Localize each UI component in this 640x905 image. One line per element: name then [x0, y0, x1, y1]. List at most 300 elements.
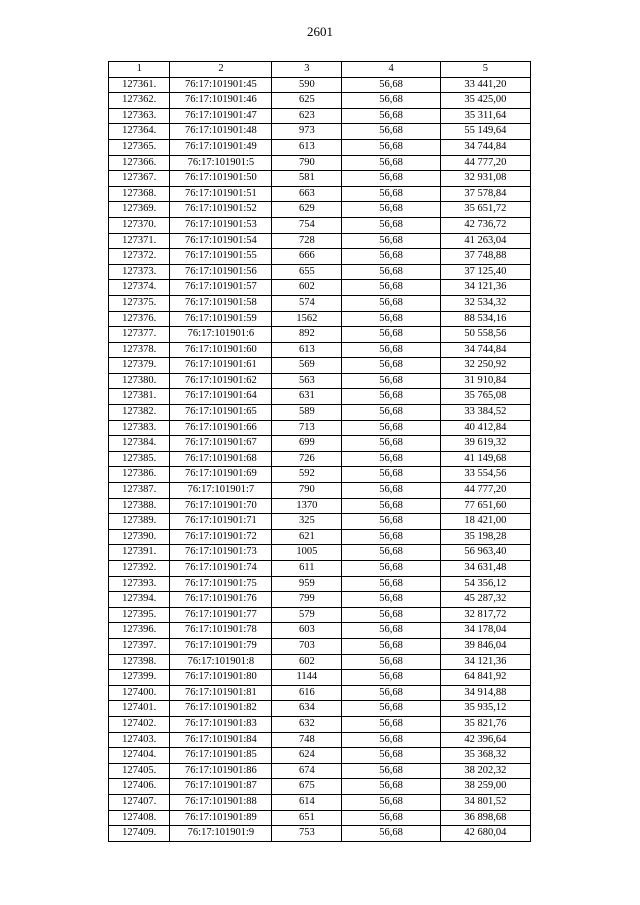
rate-cell: 56,68	[342, 233, 441, 249]
table-row	[109, 716, 531, 732]
cadastral-number-cell: 76:17:101901:81	[170, 685, 272, 701]
area-cell: 726	[272, 451, 342, 467]
table-row	[109, 436, 531, 452]
rate-cell: 56,68	[342, 124, 441, 140]
area-cell: 728	[272, 233, 342, 249]
amount-cell: 56 963,40	[440, 545, 530, 561]
rate-cell: 56,68	[342, 342, 441, 358]
row-number-cell: 127363.	[109, 108, 170, 124]
cadastral-number-cell: 76:17:101901:89	[170, 810, 272, 826]
area-cell: 602	[272, 654, 342, 670]
area-cell: 790	[272, 483, 342, 499]
row-number-cell: 127389.	[109, 514, 170, 530]
amount-cell: 37 748,88	[440, 249, 530, 265]
table-row	[109, 358, 531, 374]
amount-cell: 38 259,00	[440, 779, 530, 795]
table-row	[109, 295, 531, 311]
area-cell: 754	[272, 217, 342, 233]
table-row	[109, 327, 531, 343]
cadastral-number-cell: 76:17:101901:70	[170, 498, 272, 514]
amount-cell: 35 765,08	[440, 389, 530, 405]
amount-cell: 35 368,32	[440, 748, 530, 764]
rate-cell: 56,68	[342, 77, 441, 93]
cadastral-number-cell: 76:17:101901:5	[170, 155, 272, 171]
row-number-cell: 127376.	[109, 311, 170, 327]
area-cell: 581	[272, 171, 342, 187]
table-row	[109, 77, 531, 93]
cadastral-number-cell: 76:17:101901:50	[170, 171, 272, 187]
cadastral-number-cell: 76:17:101901:46	[170, 93, 272, 109]
table-row	[109, 732, 531, 748]
row-number-cell: 127377.	[109, 327, 170, 343]
rate-cell: 56,68	[342, 514, 441, 530]
amount-cell: 34 631,48	[440, 561, 530, 577]
table-row	[109, 514, 531, 530]
cadastral-number-cell: 76:17:101901:75	[170, 576, 272, 592]
cadastral-number-cell: 76:17:101901:54	[170, 233, 272, 249]
row-number-cell: 127374.	[109, 280, 170, 296]
amount-cell: 37 125,40	[440, 264, 530, 280]
column-header-1: 1	[109, 62, 170, 78]
rate-cell: 56,68	[342, 405, 441, 421]
amount-cell: 32 534,32	[440, 295, 530, 311]
cadastral-number-cell: 76:17:101901:64	[170, 389, 272, 405]
rate-cell: 56,68	[342, 607, 441, 623]
area-cell: 621	[272, 529, 342, 545]
table-row	[109, 467, 531, 483]
row-number-cell: 127391.	[109, 545, 170, 561]
amount-cell: 33 384,52	[440, 405, 530, 421]
cadastral-number-cell: 76:17:101901:58	[170, 295, 272, 311]
table-row	[109, 498, 531, 514]
table-row	[109, 685, 531, 701]
cadastral-number-cell: 76:17:101901:72	[170, 529, 272, 545]
data-table	[108, 61, 531, 842]
row-number-cell: 127367.	[109, 171, 170, 187]
row-number-cell: 127387.	[109, 483, 170, 499]
area-cell: 748	[272, 732, 342, 748]
cadastral-number-cell: 76:17:101901:73	[170, 545, 272, 561]
table-row	[109, 405, 531, 421]
area-cell: 1562	[272, 311, 342, 327]
amount-cell: 42 680,04	[440, 826, 530, 842]
row-number-cell: 127408.	[109, 810, 170, 826]
row-number-cell: 127380.	[109, 373, 170, 389]
cadastral-number-cell: 76:17:101901:65	[170, 405, 272, 421]
amount-cell: 34 121,36	[440, 654, 530, 670]
area-cell: 563	[272, 373, 342, 389]
rate-cell: 56,68	[342, 732, 441, 748]
amount-cell: 42 736,72	[440, 217, 530, 233]
cadastral-number-cell: 76:17:101901:61	[170, 358, 272, 374]
row-number-cell: 127392.	[109, 561, 170, 577]
row-number-cell: 127364.	[109, 124, 170, 140]
rate-cell: 56,68	[342, 186, 441, 202]
rate-cell: 56,68	[342, 155, 441, 171]
cadastral-number-cell: 76:17:101901:74	[170, 561, 272, 577]
amount-cell: 44 777,20	[440, 483, 530, 499]
table-row	[109, 311, 531, 327]
amount-cell: 38 202,32	[440, 763, 530, 779]
rate-cell: 56,68	[342, 498, 441, 514]
area-cell: 614	[272, 794, 342, 810]
rate-cell: 56,68	[342, 451, 441, 467]
row-number-cell: 127365.	[109, 139, 170, 155]
table-row	[109, 186, 531, 202]
row-number-cell: 127379.	[109, 358, 170, 374]
rate-cell: 56,68	[342, 389, 441, 405]
area-cell: 603	[272, 623, 342, 639]
area-cell: 602	[272, 280, 342, 296]
amount-cell: 35 311,64	[440, 108, 530, 124]
row-number-cell: 127401.	[109, 701, 170, 717]
area-cell: 651	[272, 810, 342, 826]
cadastral-number-cell: 76:17:101901:8	[170, 654, 272, 670]
table-row	[109, 373, 531, 389]
row-number-cell: 127403.	[109, 732, 170, 748]
amount-cell: 34 744,84	[440, 139, 530, 155]
cadastral-number-cell: 76:17:101901:51	[170, 186, 272, 202]
table-row	[109, 748, 531, 764]
table-row	[109, 233, 531, 249]
row-number-cell: 127361.	[109, 77, 170, 93]
area-cell: 675	[272, 779, 342, 795]
amount-cell: 35 651,72	[440, 202, 530, 218]
amount-cell: 50 558,56	[440, 327, 530, 343]
row-number-cell: 127400.	[109, 685, 170, 701]
area-cell: 634	[272, 701, 342, 717]
area-cell: 892	[272, 327, 342, 343]
area-cell: 674	[272, 763, 342, 779]
area-cell: 611	[272, 561, 342, 577]
area-cell: 574	[272, 295, 342, 311]
cadastral-number-cell: 76:17:101901:76	[170, 592, 272, 608]
row-number-cell: 127371.	[109, 233, 170, 249]
rate-cell: 56,68	[342, 670, 441, 686]
row-number-cell: 127393.	[109, 576, 170, 592]
rate-cell: 56,68	[342, 202, 441, 218]
page-number: 2601	[307, 24, 333, 39]
row-number-cell: 127394.	[109, 592, 170, 608]
rate-cell: 56,68	[342, 467, 441, 483]
table-row	[109, 779, 531, 795]
cadastral-number-cell: 76:17:101901:7	[170, 483, 272, 499]
amount-cell: 88 534,16	[440, 311, 530, 327]
amount-cell: 35 935,12	[440, 701, 530, 717]
row-number-cell: 127396.	[109, 623, 170, 639]
row-number-cell: 127388.	[109, 498, 170, 514]
area-cell: 973	[272, 124, 342, 140]
row-number-cell: 127407.	[109, 794, 170, 810]
cadastral-number-cell: 76:17:101901:78	[170, 623, 272, 639]
row-number-cell: 127395.	[109, 607, 170, 623]
area-cell: 325	[272, 514, 342, 530]
table-row	[109, 124, 531, 140]
rate-cell: 56,68	[342, 139, 441, 155]
area-cell: 632	[272, 716, 342, 732]
rate-cell: 56,68	[342, 420, 441, 436]
amount-cell: 45 287,32	[440, 592, 530, 608]
row-number-cell: 127381.	[109, 389, 170, 405]
amount-cell: 18 421,00	[440, 514, 530, 530]
rate-cell: 56,68	[342, 592, 441, 608]
cadastral-number-cell: 76:17:101901:55	[170, 249, 272, 265]
cadastral-number-cell: 76:17:101901:79	[170, 638, 272, 654]
cadastral-number-cell: 76:17:101901:53	[170, 217, 272, 233]
rate-cell: 56,68	[342, 358, 441, 374]
rate-cell: 56,68	[342, 295, 441, 311]
amount-cell: 37 578,84	[440, 186, 530, 202]
rate-cell: 56,68	[342, 748, 441, 764]
row-number-cell: 127383.	[109, 420, 170, 436]
row-number-cell: 127372.	[109, 249, 170, 265]
table-row	[109, 638, 531, 654]
table-row	[109, 155, 531, 171]
amount-cell: 64 841,92	[440, 670, 530, 686]
cadastral-number-cell: 76:17:101901:47	[170, 108, 272, 124]
row-number-cell: 127405.	[109, 763, 170, 779]
rate-cell: 56,68	[342, 794, 441, 810]
area-cell: 589	[272, 405, 342, 421]
table-row	[109, 670, 531, 686]
rate-cell: 56,68	[342, 108, 441, 124]
cadastral-number-cell: 76:17:101901:62	[170, 373, 272, 389]
rate-cell: 56,68	[342, 311, 441, 327]
amount-cell: 34 744,84	[440, 342, 530, 358]
area-cell: 790	[272, 155, 342, 171]
table-row	[109, 810, 531, 826]
cadastral-number-cell: 76:17:101901:6	[170, 327, 272, 343]
area-cell: 753	[272, 826, 342, 842]
rate-cell: 56,68	[342, 654, 441, 670]
rate-cell: 56,68	[342, 171, 441, 187]
row-number-cell: 127406.	[109, 779, 170, 795]
table-header-row	[109, 62, 531, 78]
area-cell: 616	[272, 685, 342, 701]
cadastral-number-cell: 76:17:101901:60	[170, 342, 272, 358]
table-row	[109, 545, 531, 561]
amount-cell: 34 121,36	[440, 280, 530, 296]
table-row	[109, 280, 531, 296]
cadastral-number-cell: 76:17:101901:77	[170, 607, 272, 623]
rate-cell: 56,68	[342, 779, 441, 795]
table-row	[109, 623, 531, 639]
cadastral-number-cell: 76:17:101901:84	[170, 732, 272, 748]
cadastral-number-cell: 76:17:101901:82	[170, 701, 272, 717]
amount-cell: 32 817,72	[440, 607, 530, 623]
rate-cell: 56,68	[342, 763, 441, 779]
cadastral-number-cell: 76:17:101901:57	[170, 280, 272, 296]
amount-cell: 36 898,68	[440, 810, 530, 826]
table-row	[109, 420, 531, 436]
table-row	[109, 342, 531, 358]
amount-cell: 54 356,12	[440, 576, 530, 592]
row-number-cell: 127369.	[109, 202, 170, 218]
rate-cell: 56,68	[342, 545, 441, 561]
rate-cell: 56,68	[342, 716, 441, 732]
amount-cell: 32 931,08	[440, 171, 530, 187]
rate-cell: 56,68	[342, 826, 441, 842]
cadastral-number-cell: 76:17:101901:45	[170, 77, 272, 93]
cadastral-number-cell: 76:17:101901:49	[170, 139, 272, 155]
amount-cell: 39 619,32	[440, 436, 530, 452]
cadastral-number-cell: 76:17:101901:87	[170, 779, 272, 795]
amount-cell: 33 441,20	[440, 77, 530, 93]
rate-cell: 56,68	[342, 685, 441, 701]
amount-cell: 77 651,60	[440, 498, 530, 514]
amount-cell: 32 250,92	[440, 358, 530, 374]
amount-cell: 55 149,64	[440, 124, 530, 140]
rate-cell: 56,68	[342, 623, 441, 639]
area-cell: 799	[272, 592, 342, 608]
rate-cell: 56,68	[342, 373, 441, 389]
cadastral-number-cell: 76:17:101901:52	[170, 202, 272, 218]
area-cell: 629	[272, 202, 342, 218]
cadastral-number-cell: 76:17:101901:66	[170, 420, 272, 436]
cadastral-number-cell: 76:17:101901:68	[170, 451, 272, 467]
amount-cell: 44 777,20	[440, 155, 530, 171]
table-row	[109, 171, 531, 187]
rate-cell: 56,68	[342, 561, 441, 577]
rate-cell: 56,68	[342, 638, 441, 654]
cadastral-number-cell: 76:17:101901:48	[170, 124, 272, 140]
row-number-cell: 127404.	[109, 748, 170, 764]
row-number-cell: 127368.	[109, 186, 170, 202]
table-row	[109, 108, 531, 124]
area-cell: 579	[272, 607, 342, 623]
row-number-cell: 127378.	[109, 342, 170, 358]
rate-cell: 56,68	[342, 327, 441, 343]
area-cell: 613	[272, 139, 342, 155]
cadastral-number-cell: 76:17:101901:80	[170, 670, 272, 686]
table-row	[109, 794, 531, 810]
row-number-cell: 127397.	[109, 638, 170, 654]
amount-cell: 41 263,04	[440, 233, 530, 249]
row-number-cell: 127390.	[109, 529, 170, 545]
table-row	[109, 217, 531, 233]
table-row	[109, 483, 531, 499]
row-number-cell: 127370.	[109, 217, 170, 233]
table-row	[109, 529, 531, 545]
rate-cell: 56,68	[342, 810, 441, 826]
amount-cell: 40 412,84	[440, 420, 530, 436]
area-cell: 1005	[272, 545, 342, 561]
amount-cell: 34 801,52	[440, 794, 530, 810]
area-cell: 625	[272, 93, 342, 109]
row-number-cell: 127366.	[109, 155, 170, 171]
row-number-cell: 127362.	[109, 93, 170, 109]
cadastral-number-cell: 76:17:101901:88	[170, 794, 272, 810]
area-cell: 663	[272, 186, 342, 202]
table-row	[109, 592, 531, 608]
table-row	[109, 576, 531, 592]
amount-cell: 42 396,64	[440, 732, 530, 748]
table-body	[109, 77, 531, 841]
table-row	[109, 264, 531, 280]
area-cell: 631	[272, 389, 342, 405]
rate-cell: 56,68	[342, 93, 441, 109]
column-header-5: 5	[440, 62, 530, 78]
amount-cell: 34 914,88	[440, 685, 530, 701]
cadastral-number-cell: 76:17:101901:59	[170, 311, 272, 327]
area-cell: 590	[272, 77, 342, 93]
area-cell: 703	[272, 638, 342, 654]
row-number-cell: 127402.	[109, 716, 170, 732]
cadastral-number-cell: 76:17:101901:71	[170, 514, 272, 530]
amount-cell: 39 846,04	[440, 638, 530, 654]
rate-cell: 56,68	[342, 483, 441, 499]
row-number-cell: 127385.	[109, 451, 170, 467]
table-row	[109, 763, 531, 779]
cadastral-number-cell: 76:17:101901:83	[170, 716, 272, 732]
row-number-cell: 127382.	[109, 405, 170, 421]
cadastral-number-cell: 76:17:101901:56	[170, 264, 272, 280]
rate-cell: 56,68	[342, 264, 441, 280]
amount-cell: 35 198,28	[440, 529, 530, 545]
area-cell: 713	[272, 420, 342, 436]
rate-cell: 56,68	[342, 701, 441, 717]
row-number-cell: 127384.	[109, 436, 170, 452]
table-row	[109, 561, 531, 577]
table-row	[109, 826, 531, 842]
cadastral-number-cell: 76:17:101901:86	[170, 763, 272, 779]
cadastral-number-cell: 76:17:101901:85	[170, 748, 272, 764]
column-header-4: 4	[342, 62, 441, 78]
row-number-cell: 127409.	[109, 826, 170, 842]
amount-cell: 35 425,00	[440, 93, 530, 109]
table-row	[109, 139, 531, 155]
rate-cell: 56,68	[342, 217, 441, 233]
row-number-cell: 127386.	[109, 467, 170, 483]
column-header-3: 3	[272, 62, 342, 78]
area-cell: 624	[272, 748, 342, 764]
area-cell: 699	[272, 436, 342, 452]
table-row	[109, 607, 531, 623]
amount-cell: 41 149,68	[440, 451, 530, 467]
area-cell: 613	[272, 342, 342, 358]
table-row	[109, 701, 531, 717]
amount-cell: 33 554,56	[440, 467, 530, 483]
table-row	[109, 202, 531, 218]
area-cell: 666	[272, 249, 342, 265]
rate-cell: 56,68	[342, 436, 441, 452]
table-row	[109, 451, 531, 467]
cadastral-number-cell: 76:17:101901:69	[170, 467, 272, 483]
area-cell: 1370	[272, 498, 342, 514]
rate-cell: 56,68	[342, 529, 441, 545]
table-row	[109, 389, 531, 405]
row-number-cell: 127399.	[109, 670, 170, 686]
cadastral-number-cell: 76:17:101901:9	[170, 826, 272, 842]
rate-cell: 56,68	[342, 249, 441, 265]
table-row	[109, 654, 531, 670]
column-header-2: 2	[170, 62, 272, 78]
amount-cell: 34 178,04	[440, 623, 530, 639]
area-cell: 592	[272, 467, 342, 483]
table-row	[109, 249, 531, 265]
amount-cell: 31 910,84	[440, 373, 530, 389]
area-cell: 655	[272, 264, 342, 280]
area-cell: 623	[272, 108, 342, 124]
area-cell: 959	[272, 576, 342, 592]
rate-cell: 56,68	[342, 576, 441, 592]
area-cell: 569	[272, 358, 342, 374]
table-row	[109, 93, 531, 109]
row-number-cell: 127373.	[109, 264, 170, 280]
row-number-cell: 127375.	[109, 295, 170, 311]
cadastral-number-cell: 76:17:101901:67	[170, 436, 272, 452]
row-number-cell: 127398.	[109, 654, 170, 670]
